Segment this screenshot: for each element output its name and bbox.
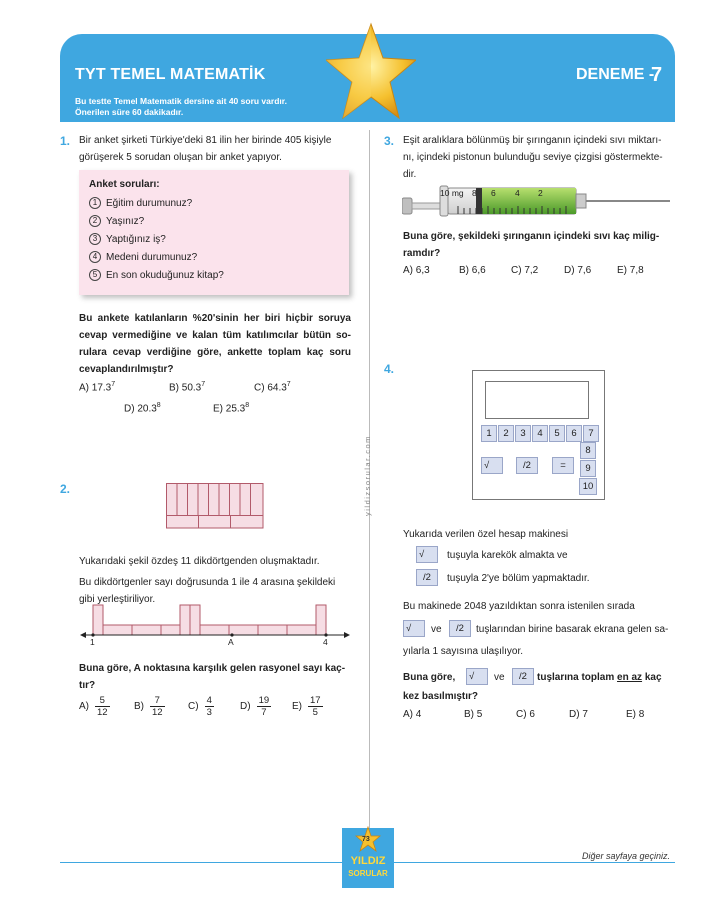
q1-option-d[interactable]: D) 20.3$^8$: [124, 402, 161, 415]
syringe-label: 2: [538, 188, 543, 198]
q1-question-line: cevaplandırılmıştır?: [79, 364, 174, 375]
rectangles-figure: [166, 483, 264, 529]
side-watermark: yildizsorular.com: [363, 435, 372, 516]
half-key[interactable]: /2: [516, 457, 538, 474]
q4-question-line: tuşlarına toplam en az kaç: [537, 672, 662, 683]
q2-text: [79, 553, 335, 608]
syringe-label: 6: [491, 188, 496, 198]
q2-option-a[interactable]: A) $\frac{5}{12}$: [79, 695, 108, 718]
key-6[interactable]: 6: [566, 425, 582, 442]
key-5[interactable]: 5: [549, 425, 565, 442]
q2-option-d[interactable]: D) $\frac{19}{7}$: [240, 695, 270, 718]
q3-option-c[interactable]: C) 7,2: [511, 265, 539, 276]
q4-line-sqrt: tuşuyla karekök almakta ve: [447, 550, 568, 561]
key-1[interactable]: 1: [481, 425, 497, 442]
q1-question-line: Bu ankete katılanların %20'sinin her biri hiçbir soruya: [79, 313, 351, 324]
half-key-inline: /2: [512, 668, 534, 685]
key-9[interactable]: 9: [580, 460, 596, 477]
q4-option-b[interactable]: B) 5: [464, 709, 483, 720]
sqrt-key-inline: √: [416, 546, 438, 563]
subtitle-line-2: Önerilen süre 60 dakikadır.: [75, 107, 184, 117]
q4-text-4: yılarla 1 sayısına ulaşılıyor.: [403, 646, 524, 657]
q3-text-line: nı, içindeki pistonun bulunduğu seviye çizgisi göstermekte-: [403, 152, 663, 163]
q4-question-2: kez basılmıştır?: [403, 691, 479, 702]
q2-question-line: tır?: [79, 680, 96, 691]
q1-intro-line-2: görüşerek 5 sorudan oluşan bir anket yapıyor.: [79, 152, 282, 163]
q4-number: 4.: [384, 362, 395, 376]
next-page-note: Diğer sayfaya geçiniz.: [582, 851, 671, 861]
q4-text-1: Yukarıda verilen özel hesap makinesi: [403, 529, 569, 540]
deneme-label: DENEME -: [576, 66, 655, 83]
q4-text-3: tuşlarından birine basarak ekrana gelen sa-: [476, 624, 669, 635]
q3-question-line: Buna göre, şekildeki şırınganın içindeki sıvı kaç milig-: [403, 231, 660, 242]
half-key-inline: /2: [416, 569, 438, 586]
q3-text-line: dir.: [403, 169, 417, 180]
sqrt-key-inline: √: [403, 620, 425, 637]
item-number-circle: 4: [89, 251, 101, 263]
item-number-circle: 5: [89, 269, 101, 281]
q3-option-b[interactable]: B) 6,6: [459, 265, 486, 276]
q3-question-line: ramdır?: [403, 248, 441, 259]
q1-question-line: cevap vermediğine ve kalan tüm katılımcılar bütün so-: [79, 330, 351, 341]
sqrt-key-inline: √: [466, 668, 488, 685]
q2-text-line: Yukarıdaki şekil özdeş 11 dikdörtgenden oluşmaktadır.: [79, 556, 320, 567]
item-text: En son okuduğunuz kitap?: [106, 270, 224, 281]
item-number-circle: 2: [89, 215, 101, 227]
axis-label-a: A: [228, 637, 234, 647]
survey-item: [89, 197, 192, 211]
q1-option-e[interactable]: E) 25.3$^8$: [213, 402, 250, 415]
axis-label-4: 4: [323, 637, 328, 647]
key-3[interactable]: 3: [515, 425, 531, 442]
q3-text: [403, 132, 675, 183]
q4-line-half: tuşuyla 2'ye bölüm yapmaktadır.: [447, 573, 590, 584]
header-subtitle: [75, 96, 287, 118]
q2-option-b[interactable]: B) $\frac{7}{12}$: [134, 695, 163, 718]
q4-question-a: Buna göre,: [403, 672, 456, 683]
page-title: TYT TEMEL MATEMATİK: [75, 66, 266, 83]
survey-item: [89, 269, 224, 283]
q4-ve: ve: [431, 624, 442, 635]
key-8[interactable]: 8: [580, 442, 596, 459]
q3-text-line: Eşit aralıklara bölünmüş bir şırınganın içindeki sıvı miktarı-: [403, 135, 662, 146]
logo-text-1: YILDIZ: [350, 855, 386, 867]
item-text: Eğitim durumunuz?: [106, 198, 193, 209]
q1-option-c[interactable]: C) 64.3$^7$: [254, 381, 291, 394]
q3-option-e[interactable]: E) 7,8: [617, 265, 644, 276]
star-icon: [326, 22, 416, 122]
survey-item: [89, 215, 144, 229]
key-7[interactable]: 7: [583, 425, 599, 442]
item-number-circle: 1: [89, 197, 101, 209]
item-text: Medeni durumunuz?: [106, 252, 198, 263]
q3-option-d[interactable]: D) 7,6: [564, 265, 592, 276]
half-key-inline: /2: [449, 620, 471, 637]
equals-key[interactable]: =: [552, 457, 574, 474]
q1-number: 1.: [60, 134, 71, 148]
q2-option-e[interactable]: E) $\frac{17}{5}$: [292, 695, 321, 718]
q1-question: [79, 310, 351, 378]
page-number: 73: [362, 836, 370, 843]
syringe-figure: [402, 180, 672, 220]
q2-question: [79, 660, 351, 694]
key-4[interactable]: 4: [532, 425, 548, 442]
item-text: Yaptığınız iş?: [106, 234, 166, 245]
survey-item: [89, 251, 197, 265]
syringe-label: 8: [472, 188, 477, 198]
subtitle-line-1: Bu testte Temel Matematik dersine ait 40 soru vardır.: [75, 96, 287, 106]
q2-number: 2.: [60, 482, 71, 496]
q4-text-2: Bu makinede 2048 yazıldıktan sonra istenilen sırada: [403, 601, 635, 612]
q4-option-c[interactable]: C) 6: [516, 709, 535, 720]
q3-option-a[interactable]: A) 6,3: [403, 265, 430, 276]
calculator-screen: [485, 381, 589, 419]
deneme-number: 7: [651, 64, 663, 86]
q2-text-line: Bu dikdörtgenler sayı doğrusunda 1 ile 4 arasına şekildeki: [79, 577, 336, 588]
q1-intro: [79, 132, 331, 166]
q4-ve: ve: [494, 672, 505, 683]
q3-number: 3.: [384, 134, 395, 148]
q2-text-line: gibi yerleştiriliyor.: [79, 594, 156, 605]
q4-option-d[interactable]: D) 7: [569, 709, 588, 720]
q4-option-a[interactable]: A) 4: [403, 709, 422, 720]
q2-question-line: Buna göre, A noktasına karşılık gelen rasyonel sayı kaç-: [79, 663, 346, 674]
survey-box-title: Anket soruları:: [89, 179, 160, 190]
number-line-figure: [80, 601, 350, 651]
logo-text-2: SORULAR: [348, 869, 388, 878]
q3-question: [403, 228, 675, 262]
key-2[interactable]: 2: [498, 425, 514, 442]
survey-item: [89, 233, 166, 247]
sqrt-key[interactable]: √: [481, 457, 503, 474]
axis-label-1: 1: [90, 637, 95, 647]
q1-option-a[interactable]: A) 17.3$^7$: [79, 381, 116, 394]
q1-option-b[interactable]: B) 50.3$^7$: [169, 381, 206, 394]
calculator-keys-row: [481, 425, 599, 442]
syringe-label: 10 mg: [440, 188, 464, 198]
q4-option-e[interactable]: E) 8: [626, 709, 645, 720]
key-10[interactable]: 10: [579, 478, 597, 495]
item-number-circle: 3: [89, 233, 101, 245]
item-text: Yaşınız?: [106, 216, 145, 227]
q1-intro-line-1: Bir anket şirketi Türkiye'deki 81 ilin her birinde 405 kişiyle: [79, 135, 332, 146]
syringe-label: 4: [515, 188, 520, 198]
q1-question-line: rulara cevap verdiğine göre, ankette toplam kaç soru: [79, 347, 351, 358]
q2-option-c[interactable]: C) $\frac{4}{3}$: [188, 695, 212, 718]
